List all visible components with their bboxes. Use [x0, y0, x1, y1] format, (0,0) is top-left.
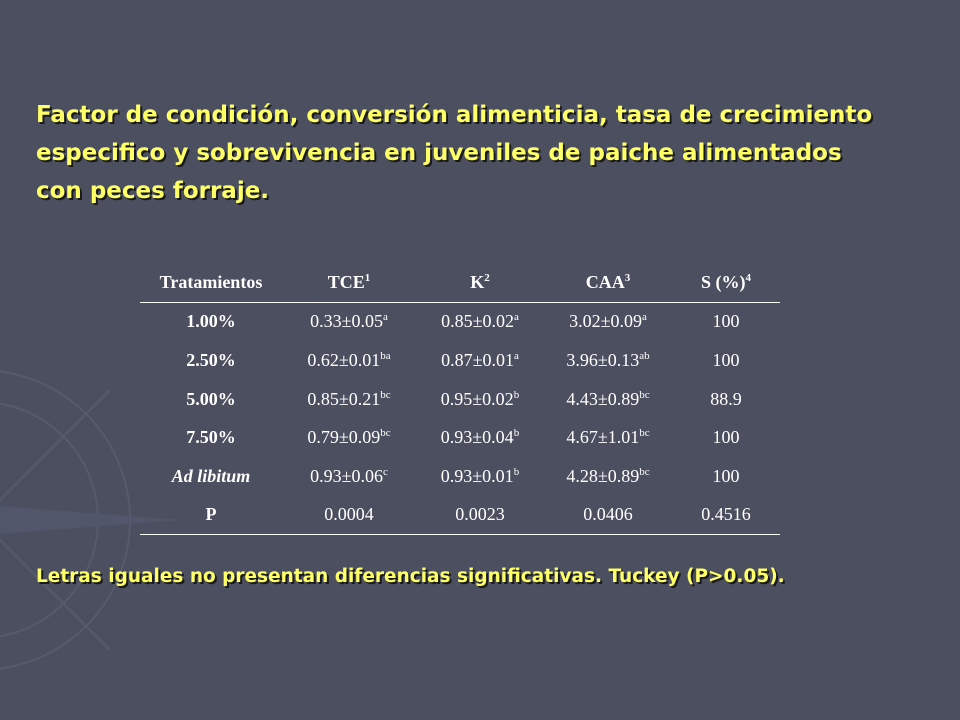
treatment-cell: 7.50%: [186, 427, 236, 448]
results-table: [140, 263, 780, 535]
tce-cell: 0.93±0.06$^c$: [310, 465, 388, 486]
title-line: con peces forraje.: [36, 178, 270, 204]
column-header: S (%)$^4$: [701, 271, 751, 292]
treatment-cell: 2.50%: [186, 349, 236, 370]
treatment-cell: Ad libitum: [171, 465, 251, 486]
survival-cell: 100: [712, 465, 740, 486]
column-header: CAA$^3$: [585, 271, 631, 292]
survival-cell: 88.9: [710, 388, 742, 409]
caa-cell: 3.96±0.13$^{ab}$: [566, 349, 650, 370]
survival-cell: 100: [712, 311, 740, 332]
table-row: [140, 341, 780, 380]
k-cell: 0.87±0.01$^a$: [441, 349, 519, 370]
survival-cell: 100: [712, 427, 740, 448]
table-header-row: [140, 263, 780, 302]
k-cell: 0.93±0.01$^b$: [440, 465, 520, 486]
tce-cell: 0.62±0.01$^{ba}$: [307, 349, 391, 370]
k-cell: 0.93±0.04$^b$: [440, 427, 520, 448]
tce-cell: 0.33±0.05$^a$: [310, 311, 388, 332]
k-cell: 0.95±0.02$^b$: [440, 388, 520, 409]
survival-cell: 100: [712, 349, 740, 370]
slide-title: [36, 96, 916, 210]
title-line: Factor de condición, conversión alimenticia, tasa de crecimiento: [36, 102, 873, 128]
column-header: Tratamientos: [159, 271, 263, 292]
p-value-cell: 0.0004: [324, 504, 374, 525]
p-value-cell: 0.0023: [455, 504, 505, 525]
column-header: $K^2$: [470, 271, 490, 292]
table-row: [140, 418, 780, 457]
caa-cell: 4.43±0.89$^{bc}$: [566, 388, 650, 409]
treatment-cell: 1.00%: [186, 311, 236, 332]
tce-cell: 0.85±0.21$^{bc}$: [307, 388, 391, 409]
tce-cell: 0.79±0.09$^{bc}$: [307, 427, 391, 448]
caa-cell: 3.02±0.09$^a$: [569, 311, 647, 332]
column-header: TCE$^1$: [327, 271, 371, 292]
title-line: especifico y sobrevivencia en juveniles de paiche alimentados: [36, 140, 842, 166]
table-row: [140, 457, 780, 496]
table-row: [140, 302, 780, 341]
significance-footnote: Letras iguales no presentan diferencias significativas. Tuckey (P>0.05).: [36, 566, 785, 587]
treatment-cell: 5.00%: [186, 388, 236, 409]
caa-cell: 4.28±0.89$^{bc}$: [566, 465, 650, 486]
p-value-cell: 0.0406: [583, 504, 633, 525]
p-label-cell: P: [205, 504, 217, 525]
k-cell: 0.85±0.02$^a$: [441, 311, 519, 332]
caa-cell: 4.67±1.01$^{bc}$: [566, 427, 650, 448]
p-value-row: [140, 496, 780, 535]
p-value-cell: 0.4516: [701, 504, 751, 525]
table-row: [140, 380, 780, 419]
